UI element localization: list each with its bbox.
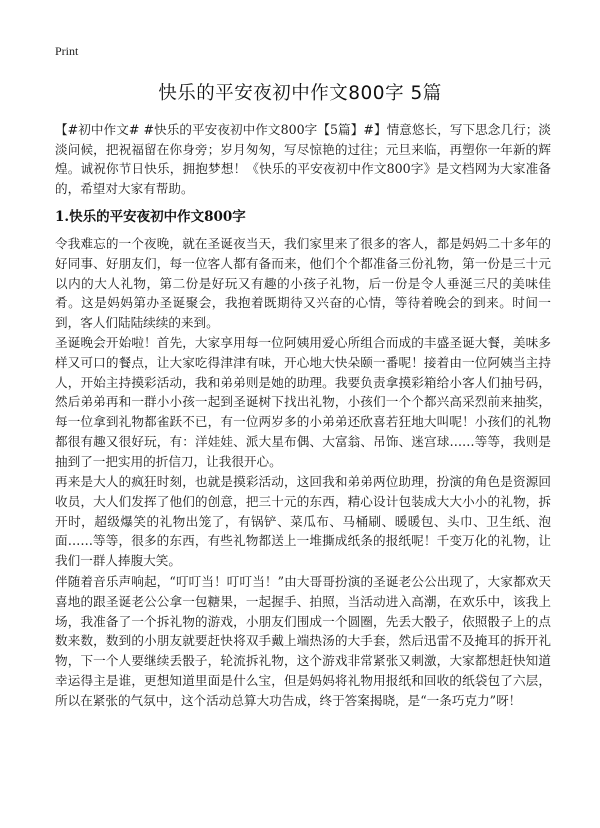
intro-paragraph: 【#初中作文# #快乐的平安夜初中作文800字【5篇】#】情意悠长，写下思念几行；淡淡问候，把祝福留在你身旁；岁月匆匆，写尽惊艳的过往；元旦来临，再塑你一年新的辉煌。诚祝你节日快乐，拥抱梦想！《快乐的平安夜初中作文800字》是文档网为大家准备的，希望对大家有帮助。 (55, 122, 551, 196)
print-link[interactable]: Print (55, 44, 79, 58)
paragraph: 伴随着音乐声响起，“叮叮当！叮叮当！”由大哥哥扮演的圣诞老公公出现了，大家都欢天喜地的跟圣诞老公公拿一包糖果，一起握手、拍照，当活动进入高潮，在欢乐中，该我上场，我准备了一个拆礼物的游戏，小朋友们围成一个圆圈，先丢大骰子，依照骰子上的点数来数，数到的小朋友就要赶快将双手戴上端热汤的大手套，然后迅雷不及掩耳的拆开礼物，下一个人要继续丢骰子，轮流拆礼物，这个游戏非常紧张又刺激，大家都想赶快知道幸运得主是谁，更想知道里面是什么宝，但是妈妈将礼物用报纸和回收的纸袋包了六层，所以在紧张的气氛中，这个活动总算大功告成，终于答案揭晓，是“一条巧克力”呀！ (55, 574, 551, 708)
paragraph: 圣诞晚会开始啦！首先，大家享用每一位阿姨用爱心所组合而成的丰盛圣诞大餐，美味多样又可口的餐点，让大家吃得津津有味，开心地大快朵颐一番呢！接着由一位阿姨当主持人，开始主持摸彩活动，我和弟弟则是她的助理。我要负责拿摸彩箱给小客人们抽号码，然后弟弟再和一群小小孩一起到圣诞树下找出礼物，小孩们一个个都兴高采烈前来抽奖，每一位拿到礼物都雀跃不已，有一位两岁多的小弟弟还欣喜若狂地大叫呢！小孩们的礼物都很有趣又很好玩，有：洋娃娃、派大星布偶、大富翁、吊饰、迷宫球……等等，我则是抽到了一把实用的折信刀，让我很开心。 (55, 335, 551, 469)
document-title: 快乐的平安夜初中作文800字 5篇 (158, 83, 442, 104)
paragraph: 再来是大人的疯狂时刻，也就是摸彩活动，这回我和弟弟两位助理，扮演的角色是资源回收员，大人们发挥了他们的创意，把三十元的东西，精心设计包装成大大小小的礼物，拆开时，超级爆笑的礼物出笼了，有锅铲、菜瓜布、马桶刷、暖暖包、头巾、卫生纸、泡面……等等，很多的东西，有些礼物都送上一堆撕成纸条的报纸呢！千变万化的礼物，让我们一群人捧腹大笑。 (55, 474, 551, 569)
section-heading: 1.快乐的平安夜初中作文800字 (55, 209, 246, 225)
paragraph: 令我难忘的一个夜晚，就在圣诞夜当天，我们家里来了很多的客人，都是妈妈二十多年的好同事、好朋友们，每一位客人都有备而来，他们个个都准备三份礼物，第一份是三十元以内的大人礼物，第二份是好玩又有趣的小孩子礼物，后一份是令人垂涎三尺的美味佳肴。这是妈妈第办圣诞聚会，我抱着既期待又兴奋的心情，等待着晚会的到来。时间一到，客人们陆陆续续的来到。 (55, 236, 551, 331)
